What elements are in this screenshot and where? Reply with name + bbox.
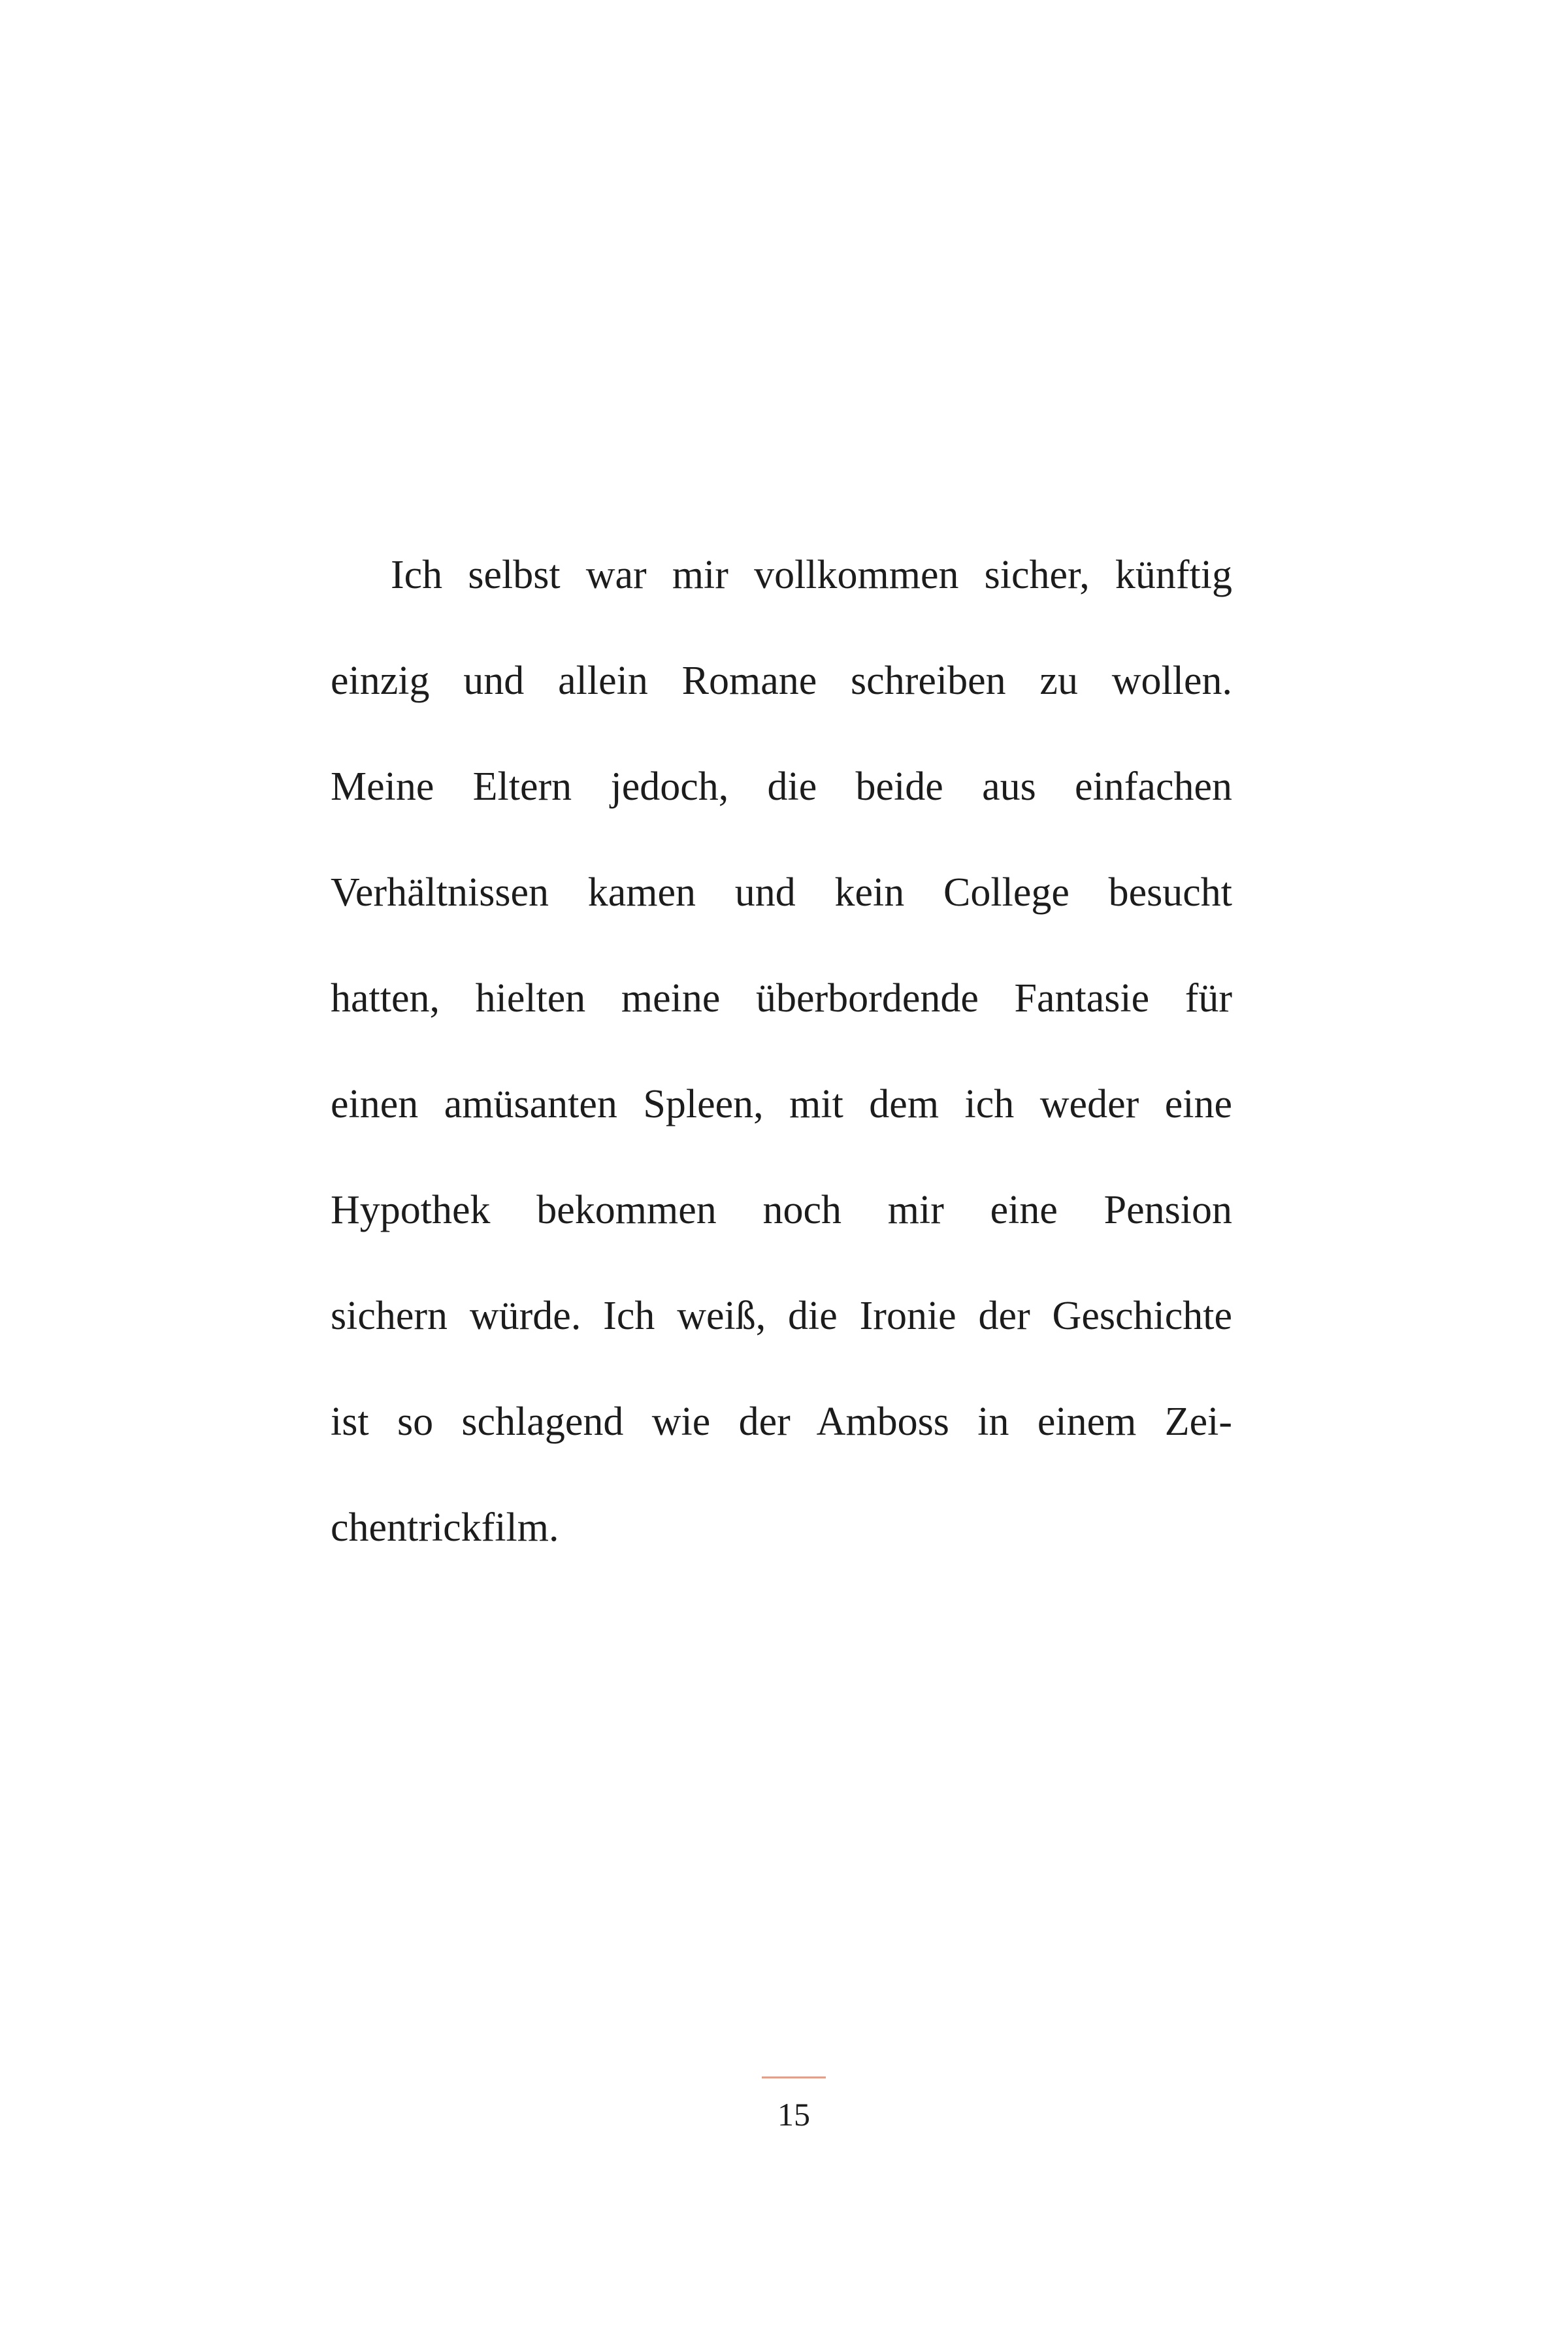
footer-divider (762, 2076, 826, 2078)
paragraph-line: Ich selbst war mir vollkommen sicher, künftig (391, 553, 1232, 597)
paragraph-line: einzig und allein Romane schreiben zu wollen. (331, 659, 1232, 703)
paragraph-line: Meine Eltern jedoch, die beide aus einfachen (331, 764, 1232, 809)
paragraph-line: ist so schlagend wie der Amboss in einem Zei- (331, 1400, 1232, 1444)
body-paragraph (331, 536, 1232, 1594)
paragraph-line: Hypothek bekommen noch mir eine Pension (331, 1188, 1232, 1232)
paragraph-line: einen amüsanten Spleen, mit dem ich weder eine (331, 1082, 1232, 1126)
paragraph-line: Verhältnissen kamen und kein College besucht (331, 870, 1232, 915)
paragraph-line: chentrickfilm. (331, 1505, 559, 1550)
page-number: 15 (777, 2096, 810, 2133)
paragraph-line: sichern würde. Ich weiß, die Ironie der Geschichte (331, 1294, 1232, 1338)
paragraph-line: hatten, hielten meine überbordende Fantasie für (331, 976, 1232, 1021)
